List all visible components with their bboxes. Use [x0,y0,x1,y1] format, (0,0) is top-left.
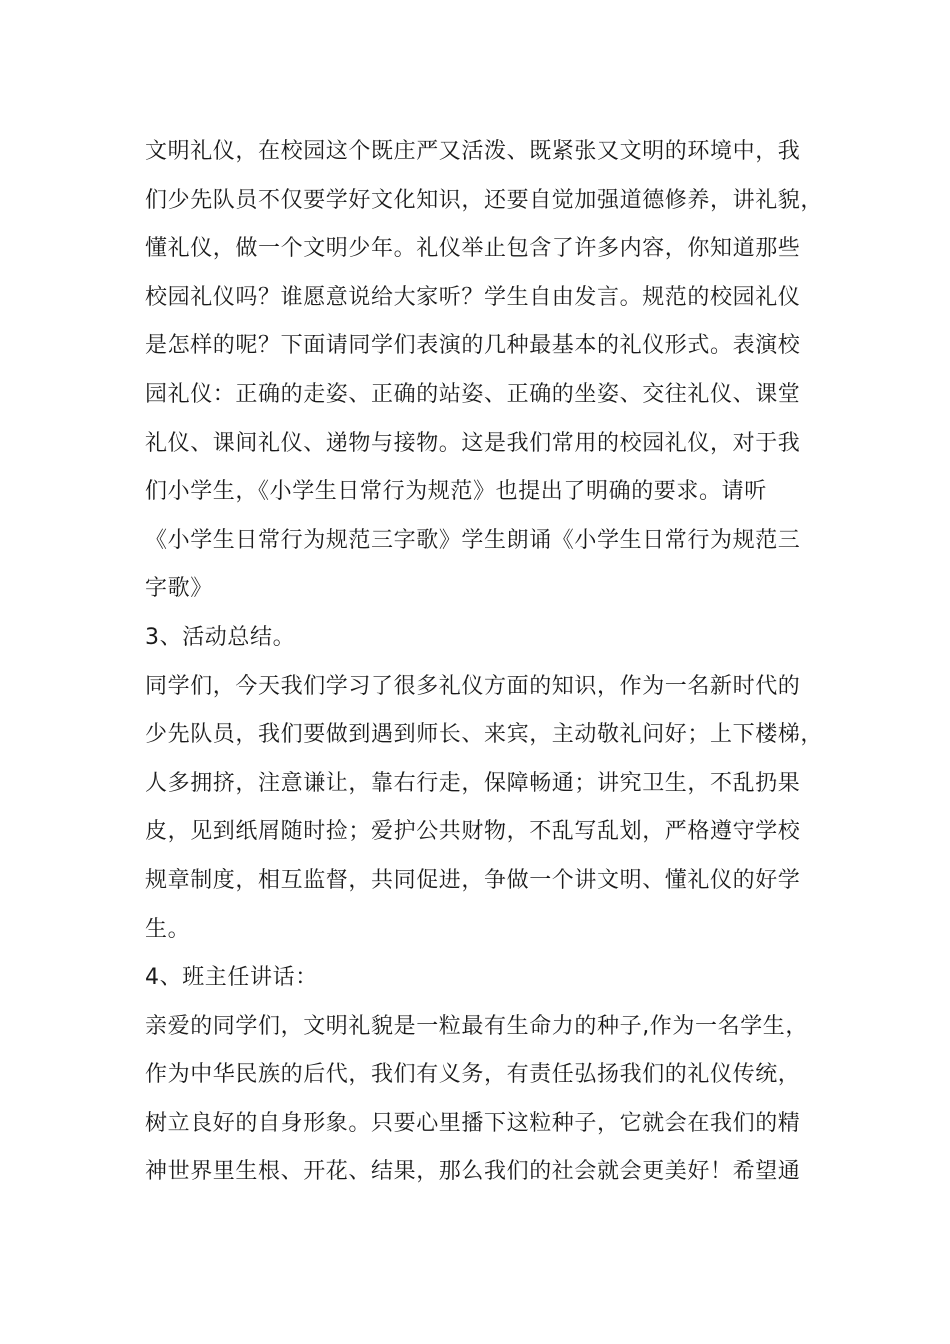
text-line: 亲爱的同学们，文明礼貌是一粒最有生命力的种子,作为一名学生， [145,1013,808,1039]
body-text [145,128,824,1197]
text-line: 字歌》 [145,576,213,602]
text-line: 礼仪、课间礼仪、递物与接物。这是我们常用的校园礼仪，对于我 [145,430,801,456]
text-line: 少先队员，我们要做到遇到师长、来宾，主动敬礼问好；上下楼梯， [145,722,824,748]
text-line: 校园礼仪吗？谁愿意说给大家听？学生自由发言。规范的校园礼仪 [145,284,801,310]
text-line: 生。 [145,916,191,942]
text-line: 神世界里生根、开花、结果，那么我们的社会就会更美好！希望通 [145,1159,801,1185]
text-line: 文明礼仪，在校园这个既庄严又活泼、既紧张又文明的环境中，我 [145,139,801,164]
section-heading-3: 3、活动总结。 [145,624,296,650]
text-line: 树立良好的自身形象。只要心里播下这粒种子，它就会在我们的精 [145,1110,801,1136]
text-line: 们小学生，《小学生日常行为规范》也提出了明确的要求。请听 [145,479,767,505]
text-line: 们少先队员不仅要学好文化知识，还要自觉加强道德修养，讲礼貌， [145,187,824,213]
text-line: 皮，见到纸屑随时捡；爱护公共财物，不乱写乱划，严格遵守学校 [145,819,801,845]
section-heading-4: 4、班主任讲话： [145,965,318,991]
text-line: 是怎样的呢？下面请同学们表演的几种最基本的礼仪形式。表演校 [145,333,801,359]
text-line: 《小学生日常行为规范三字歌》学生朗诵《小学生日常行为规范三 [145,527,801,553]
text-line: 规章制度，相互监督，共同促进，争做一个讲文明、懂礼仪的好学 [145,867,801,893]
text-line: 懂礼仪，做一个文明少年。礼仪举止包含了许多内容，你知道那些 [145,236,801,262]
text-line: 园礼仪：正确的走姿、正确的站姿、正确的坐姿、交往礼仪、课堂 [145,381,801,407]
text-line: 作为中华民族的后代，我们有义务，有责任弘扬我们的礼仪传统， [145,1062,801,1088]
text-line: 同学们，今天我们学习了很多礼仪方面的知识，作为一名新时代的 [145,673,801,699]
text-line: 人多拥挤，注意谦让，靠右行走，保障畅通；讲究卫生，不乱扔果 [145,770,801,796]
